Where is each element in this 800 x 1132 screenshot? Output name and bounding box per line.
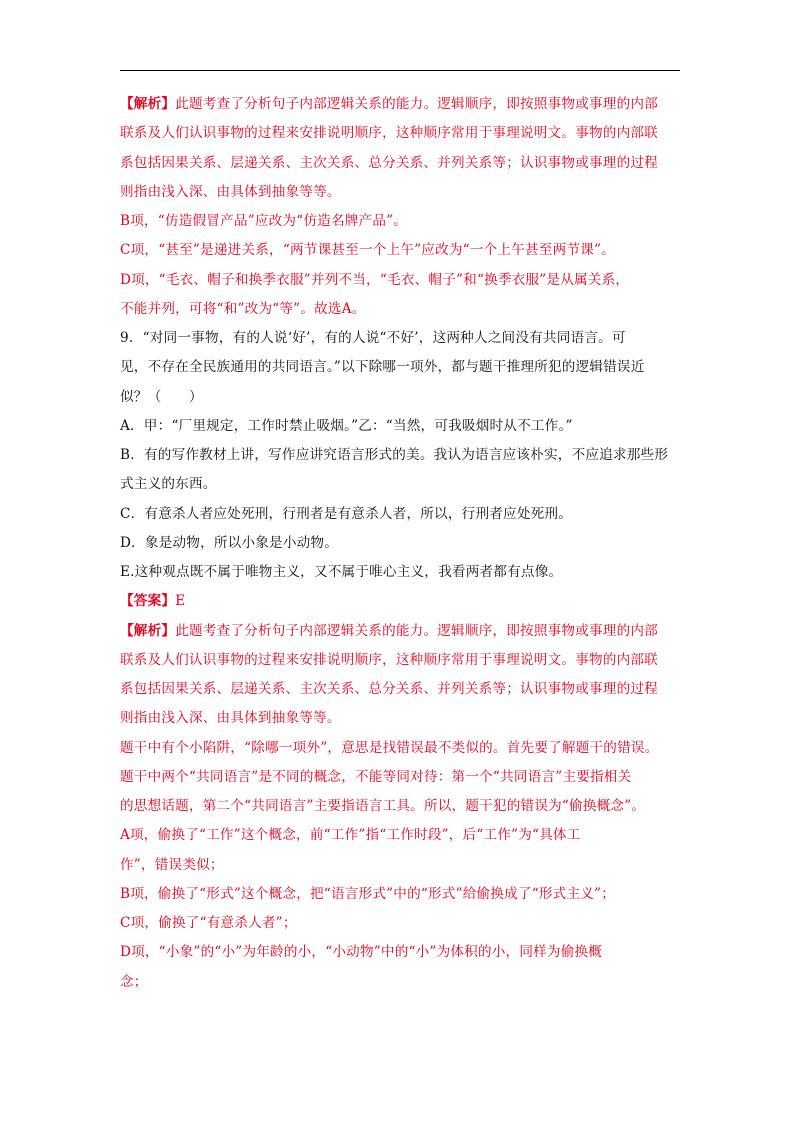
paragraph-line xyxy=(120,679,658,699)
line-text: E xyxy=(175,593,186,610)
line-text: C．有意杀人者应处死刑，行刑者是有意杀人者，所以，行刑者应处死刑。 xyxy=(120,505,572,522)
paragraph-line xyxy=(120,562,562,582)
paragraph-line xyxy=(120,884,615,904)
paragraph-line xyxy=(120,211,407,231)
line-text: D项，“小象”的“小”为年龄的小，“小动物”中的“小”为体积的小，同样为偷换概 xyxy=(120,944,603,961)
paragraph-line xyxy=(120,972,148,992)
line-text: 题干中有个小陷阱，“除哪一项外”，意思是找错误最不类似的。首先要了解题干的错误。 xyxy=(120,739,659,756)
paragraph-line xyxy=(120,328,626,348)
line-text: 9．“对同一事物，有的人说‘好’，有的人说“不好’，这两种人之间没有共同语言。可 xyxy=(120,330,626,346)
paragraph-line xyxy=(120,153,658,173)
line-text: 则指由浅入深、由具体到抽象等等。 xyxy=(120,710,341,727)
line-text: B．有的写作教材上讲，写作应讲究语言形式的美。我认为语言应该朴实，不应追求那些形 xyxy=(120,447,669,463)
line-text: 式主义的东西。 xyxy=(120,476,217,493)
line-text: 系包括因果关系、层递关系、主次关系、总分关系、并列关系等；认识事物或事理的过程 xyxy=(120,154,658,171)
paragraph-line xyxy=(120,445,668,465)
paragraph-line xyxy=(120,123,658,143)
line-text: D项，“毛衣、帽子和换季衣服”并列不当，“毛衣、帽子”和“换季衣服”是从属关系， xyxy=(120,271,630,288)
line-text: B项，“仿造假冒产品”应改为“仿造名牌产品”。 xyxy=(120,213,408,229)
line-text: 题干中两个“共同语言”是不同的概念，不能等同对待：第一个“共同语言”主要指相关 xyxy=(120,768,632,785)
line-text: E.这种观点既不属于唯物主义，又不属于唯心主义，我看两者都有点像。 xyxy=(120,564,563,580)
line-text: 不能并列，可将“和”改为“等”。故选A。 xyxy=(120,300,366,317)
paragraph-line xyxy=(120,533,338,553)
paragraph-line xyxy=(120,738,658,758)
paragraph-line xyxy=(120,825,581,845)
section-tag: 【解析】 xyxy=(120,622,176,639)
line-text: D．象是动物，所以小象是小动物。 xyxy=(120,534,339,551)
paragraph-line xyxy=(120,94,658,114)
paragraph-line xyxy=(120,650,658,670)
paragraph-line xyxy=(120,621,658,641)
line-text: 作”，错误类似； xyxy=(120,856,224,873)
paragraph-line xyxy=(120,708,341,728)
paragraph-line xyxy=(120,504,572,524)
paragraph-line xyxy=(120,591,185,611)
paragraph-line xyxy=(120,299,366,319)
line-text: C项，“甚至”是递进关系，“两节课甚至一个上午”应改为“一个上午甚至两节课”。 xyxy=(120,242,615,259)
paragraph-line xyxy=(120,913,297,933)
line-text: B项，偷换了“形式”这个概念，把“语言形式”中的“形式”给偷换成了“形式主义”； xyxy=(120,885,615,902)
section-tag: 【解析】 xyxy=(120,96,176,112)
line-text: 则指由浅入深、由具体到抽象等等。 xyxy=(120,183,341,200)
line-text: 见，不存在全民族通用的共同语言。”以下除哪一项外，都与题干推理所犯的逻辑错误近 xyxy=(120,359,645,376)
paragraph-line xyxy=(120,416,573,436)
line-text: 似？（ ） xyxy=(120,388,203,405)
line-text: 念； xyxy=(120,973,148,990)
paragraph-line xyxy=(120,387,203,407)
line-text: 此题考查了分析句子内部逻辑关系的能力。逻辑顺序，即按照事物或事理的内部 xyxy=(175,622,658,639)
paragraph-line xyxy=(120,855,224,875)
line-text: A．甲：“厂里规定，工作时禁止吸烟。”乙：“当然，可我吸烟时从不工作。” xyxy=(120,417,573,434)
paragraph-line xyxy=(120,767,631,787)
line-text: 联系及人们认识事物的过程来安排说明顺序，这种顺序常用于事理说明文。事物的内部联 xyxy=(120,125,658,142)
line-text: 联系及人们认识事物的过程来安排说明顺序，这种顺序常用于事理说明文。事物的内部联 xyxy=(120,651,658,668)
paragraph-line xyxy=(120,474,217,494)
paragraph-line xyxy=(120,270,629,290)
line-text: A项，偷换了“工作”这个概念，前“工作”指“工作时段”，后“工作”为“具体工 xyxy=(120,827,581,844)
line-text: 系包括因果关系、层递关系、主次关系、总分关系、并列关系等；认识事物或事理的过程 xyxy=(120,681,658,697)
header-rule xyxy=(120,70,680,71)
line-text: 的思想话题，第二个“共同语言”主要指语言工具。所以，题干犯的错误为“偷换概念”。 xyxy=(120,798,646,814)
line-text: 此题考查了分析句子内部逻辑关系的能力。逻辑顺序，即按照事物或事理的内部 xyxy=(175,96,658,112)
section-tag: 【答案】 xyxy=(120,593,176,610)
paragraph-line xyxy=(120,240,615,260)
line-text: C项，偷换了“有意杀人者”； xyxy=(120,915,297,931)
paragraph-line xyxy=(120,796,645,816)
paragraph-line xyxy=(120,942,602,962)
paragraph-line xyxy=(120,182,341,202)
paragraph-line xyxy=(120,357,645,377)
